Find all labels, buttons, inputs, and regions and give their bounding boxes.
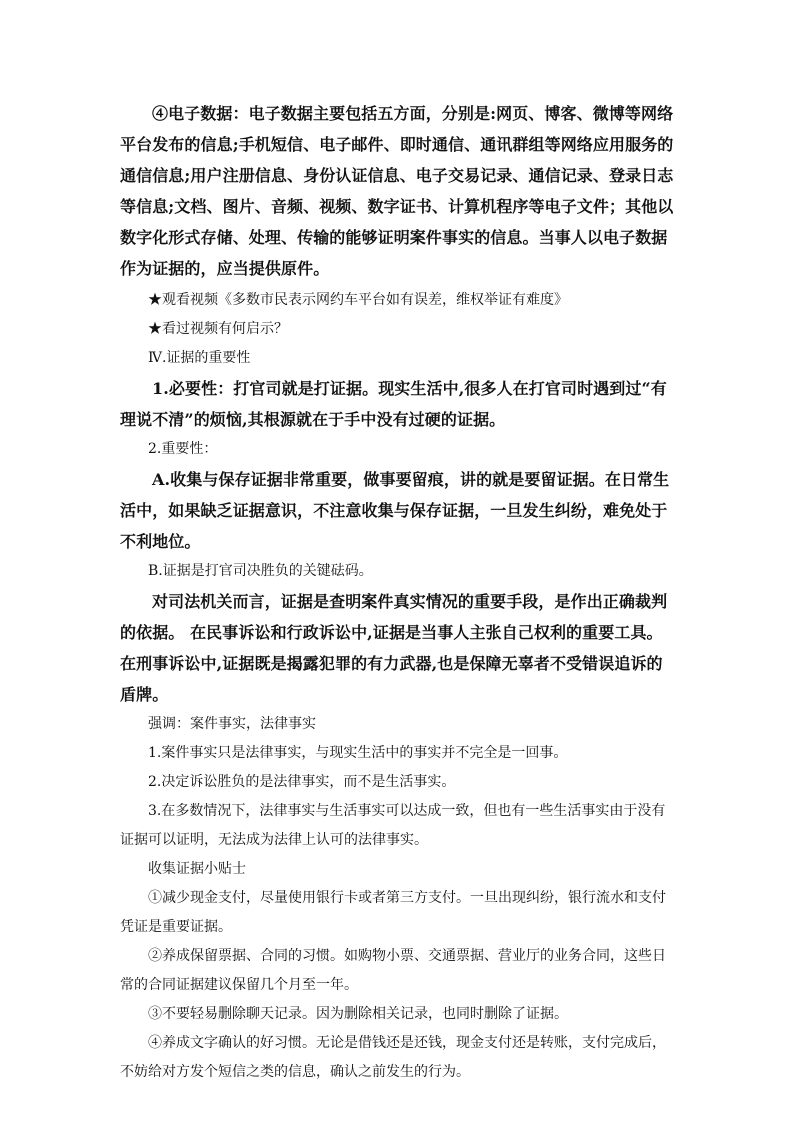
video-question-line: ★看过视频有何启示？ xyxy=(148,321,288,337)
fact-point-1: 1.案件事实只是法律事实，与现实生活中的事实并不完全是一回事。 xyxy=(148,745,568,761)
fact-point-3: 3.在多数情况下，法律事实与生活事实可以达成一致，但也有一些生活事实由于没有证据可以证明，无法成为法律上认可的法律事实。 xyxy=(120,803,666,848)
tip-4: ④养成文字确认的好习惯。无论是借钱还是还钱，现金支付还是转账，支付完成后，不妨给对方发个短信之类的信息，确认之前发生的行为。 xyxy=(120,1035,666,1080)
tips-heading: 收集证据小贴士 xyxy=(148,861,246,877)
fact-point-2: 2.决定诉讼胜负的是法律事实，而不是生活事实。 xyxy=(148,774,456,790)
section-heading: Ⅳ.证据的重要性 xyxy=(148,350,251,366)
point-b-paragraph: B.证据是打官司决胜负的关键砝码。 xyxy=(148,563,373,579)
judicial-paragraph: 对司法机关而言，证据是查明案件真实情况的重要手段，是作出正确裁判的依据。 在民事诉讼和行政诉讼中,证据是当事人主张自己权利的重要工具。在刑事诉讼中,证据既是揭露犯罪的有力武器,也是保障无辜者不受错误追诉的盾牌。 xyxy=(120,592,668,704)
emphasis-line: 强调：案件事实，法律事实 xyxy=(148,716,316,732)
electronic-data-paragraph: ④电子数据：电子数据主要包括五方面，分别是:网页、博客、微博等网络平台发布的信息;手机短信、电子邮件、即时通信、通讯群组等网络应用服务的通信信息;用户注册信息、身份认证信息、电子交易记录、通信记录、登录日志等信息;文档、图片、音频、视频、数字证书、计算机程序等电子文件；其他以数字化形式存储、处理、传输的能够证明案件事实的信息。当事人以电子数据作为证据的，应当提供原件。 xyxy=(120,104,674,278)
tip-1: ①减少现金支付，尽量使用银行卡或者第三方支付。一旦出现纠纷，银行流水和支付凭证是重要证据。 xyxy=(120,890,666,935)
video-watch-line: ★观看视频《多数市民表示网约车平台如有误差，维权举证有难度》 xyxy=(148,292,568,308)
importance-heading: 2.重要性： xyxy=(148,441,218,457)
tip-2: ②养成保留票据、合同的习惯。如购物小票、交通票据、营业厅的业务合同，这些日常的合同证据建议保留几个月至一年。 xyxy=(120,948,666,993)
point-a-paragraph: A.收集与保存证据非常重要，做事要留痕，讲的就是要留证据。在日常生活中，如果缺乏证据意识，不注意收集与保存证据，一旦发生纠纷，难免处于不利地位。 xyxy=(120,470,670,551)
necessity-paragraph: 1.必要性：打官司就是打证据。现实生活中,很多人在打官司时遇到过“有理说不清”的烦恼,其根源就在于手中没有过硬的证据。 xyxy=(120,379,667,429)
tip-3: ③不要轻易删除聊天记录。因为删除相关记录，也同时删除了证据。 xyxy=(148,1006,568,1022)
